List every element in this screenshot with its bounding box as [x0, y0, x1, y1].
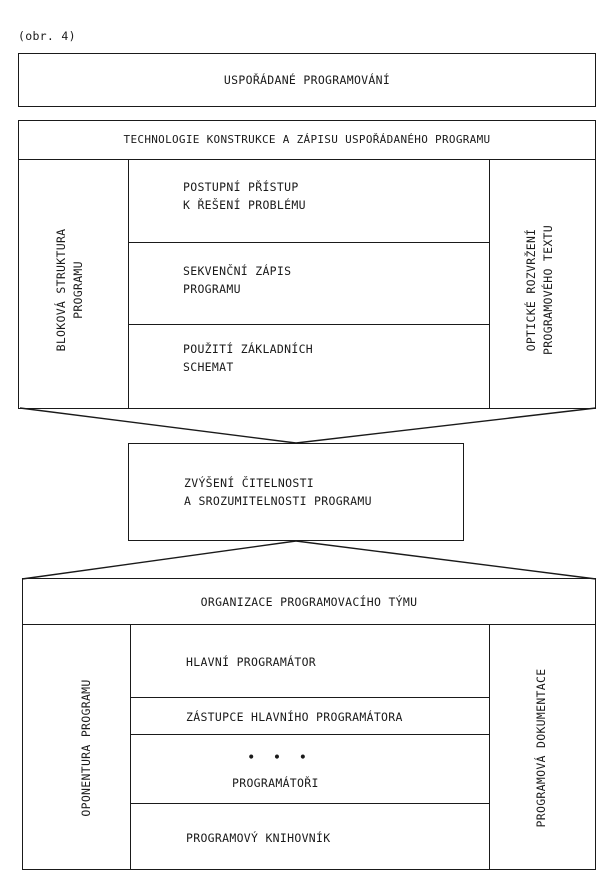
section2-item-2: ZÁSTUPCE HLAVNÍHO PROGRAMÁTORA: [186, 710, 403, 724]
middle-box-text: ZVÝŠENÍ ČITELNOSTI A SROZUMITELNOSTI PROGRAMU: [184, 476, 372, 508]
section2-item-3-box: [130, 734, 490, 804]
figure-label: (obr. 4): [18, 29, 76, 43]
funnel-line-right-top: [296, 408, 596, 443]
section2-item-3: PROGRAMÁTOŘI: [232, 776, 319, 790]
section1-item-2: SEKVENČNÍ ZÁPIS PROGRAMU: [183, 264, 292, 296]
section1-right-vertical: OPTICKÉ ROZVRŽENÍ PROGRAMOVÉHO TEXTU: [524, 224, 555, 356]
section2-item-1: HLAVNÍ PROGRAMÁTOR: [186, 655, 317, 669]
funnel-line-right-bottom: [296, 541, 596, 579]
section2-title: ORGANIZACE PROGRAMOVACÍHO TÝMU: [200, 595, 418, 609]
section1-left-vertical: BLOKOVÁ STRUKTURA PROGRAMU: [54, 228, 85, 352]
section2-item-4: PROGRAMOVÝ KNIHOVNÍK: [186, 831, 331, 845]
top-title: USPOŘÁDANÉ PROGRAMOVÁNÍ: [223, 73, 391, 87]
section1-title: TECHNOLOGIE KONSTRUKCE A ZÁPISU USPOŘÁDANÉHO PROGRAMU: [123, 133, 491, 146]
funnel-line-left-bottom: [22, 541, 296, 579]
section2-right-vertical: PROGRAMOVÁ DOKUMENTACE: [534, 668, 548, 828]
section2-ellipsis: • • •: [247, 750, 313, 764]
section1-item-3: POUŽITÍ ZÁKLADNÍCH SCHEMAT: [183, 342, 314, 374]
section1-item-1: POSTUPNÍ PŘÍSTUP K ŘEŠENÍ PROBLÉMU: [183, 180, 306, 212]
funnel-line-left-top: [20, 408, 296, 443]
section2-left-vertical: OPONENTURA PROGRAMU: [79, 679, 93, 817]
